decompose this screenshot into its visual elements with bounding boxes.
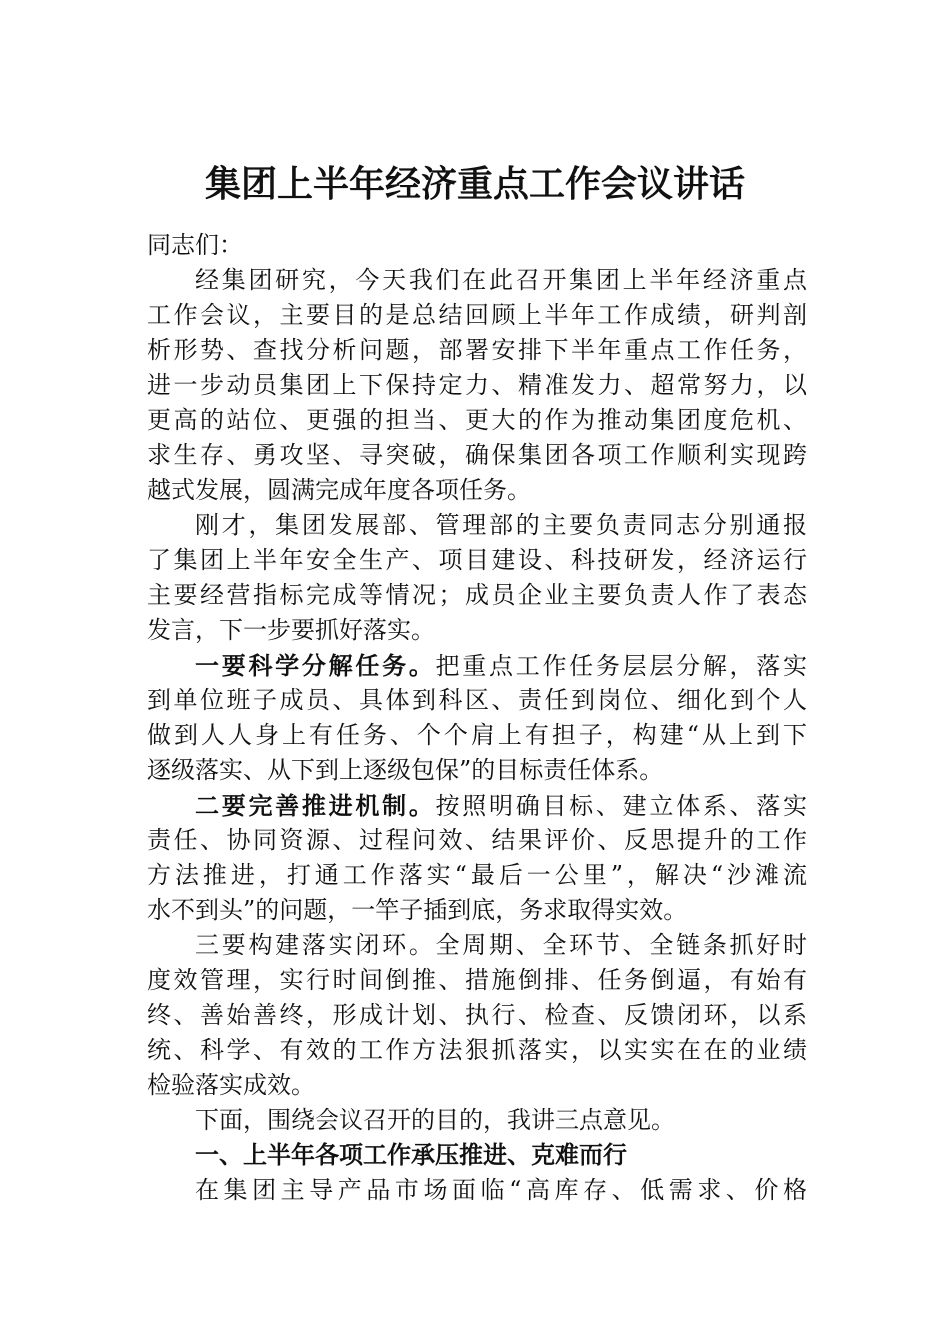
paragraph-line: 做到人人身上有任务、个个肩上有担子，构建“从上到下 (147, 721, 807, 749)
salutation: 同志们： (147, 231, 243, 259)
paragraph-line: 越式发展，圆满完成年度各项任务。 (147, 476, 531, 504)
paragraph-line (147, 648, 807, 683)
paragraph-line (147, 788, 807, 823)
document-body (147, 228, 807, 1208)
paragraph-line: 检验落实成效。 (147, 1071, 315, 1099)
paragraph-line: 责任、协同资源、过程问效、结果评价、反思提升的工作 (147, 826, 807, 854)
paragraph-line: 方法推进，打通工作落实“最后一公里”，解决“沙滩流 (147, 861, 807, 889)
paragraph-line: 刚才，集团发展部、管理部的主要负责同志分别通报 (195, 511, 807, 539)
paragraph-line: 终、善始善终，形成计划、执行、检查、反馈闭环，以系 (147, 1001, 807, 1029)
paragraph-line: 逐级落实、从下到上逐级包保”的目标责任体系。 (147, 756, 664, 784)
paragraph-3 (147, 648, 807, 788)
paragraph-2 (147, 508, 807, 648)
paragraph-text: 把重点工作任务层层分解，落实 (435, 652, 808, 680)
paragraph-1 (147, 263, 807, 508)
paragraph-line: 经集团研究，今天我们在此召开集团上半年经济重点 (195, 266, 807, 294)
paragraph-line: 更高的站位、更强的担当、更大的作为推动集团度危机、 (147, 406, 807, 434)
paragraph-line: 了集团上半年安全生产、项目建设、科技研发，经济运行 (147, 546, 807, 574)
paragraph-line: 统、科学、有效的工作方法狠抓落实，以实实在在的业绩 (147, 1036, 807, 1064)
paragraph-lead: 一要科学分解任务。 (195, 651, 436, 680)
paragraph-5 (147, 928, 807, 1103)
paragraph-4 (147, 788, 807, 928)
paragraph-text: 按照明确目标、建立体系、落实 (435, 792, 808, 820)
section-heading-1: 一、上半年各项工作承压推进、克难而行 (195, 1141, 627, 1169)
paragraph-line: 进一步动员集团上下保持定力、精准发力、超常努力，以 (147, 371, 807, 399)
paragraph-line: 发言，下一步要抓好落实。 (147, 616, 435, 644)
paragraph-7-line: 在集团主导产品市场面临“高库存、低需求、价格 (195, 1176, 807, 1204)
paragraph-line: 工作会议，主要目的是总结回顾上半年工作成绩，研判剖 (147, 301, 807, 329)
paragraph-lead: 二要完善推进机制。 (195, 791, 436, 820)
paragraph-line: 求生存、勇攻坚、寻突破，确保集团各项工作顺利实现跨 (147, 441, 807, 469)
paragraph-line: 到单位班子成员、具体到科区、责任到岗位、细化到个人 (147, 686, 807, 714)
paragraph-line: 三要构建落实闭环。全周期、全环节、全链条抓好时 (195, 931, 807, 959)
paragraph-line: 析形势、查找分析问题，部署安排下半年重点工作任务， (147, 336, 807, 364)
document-title: 集团上半年经济重点工作会议讲话 (204, 163, 745, 205)
paragraph-line: 主要经营指标完成等情况；成员企业主要负责人作了表态 (147, 581, 807, 609)
paragraph-line: 水不到头”的问题，一竿子插到底，务求取得实效。 (147, 896, 688, 924)
paragraph-6: 下面，围绕会议召开的目的，我讲三点意见。 (195, 1106, 675, 1134)
paragraph-line: 度效管理，实行时间倒推、措施倒排、任务倒逼，有始有 (147, 966, 807, 994)
